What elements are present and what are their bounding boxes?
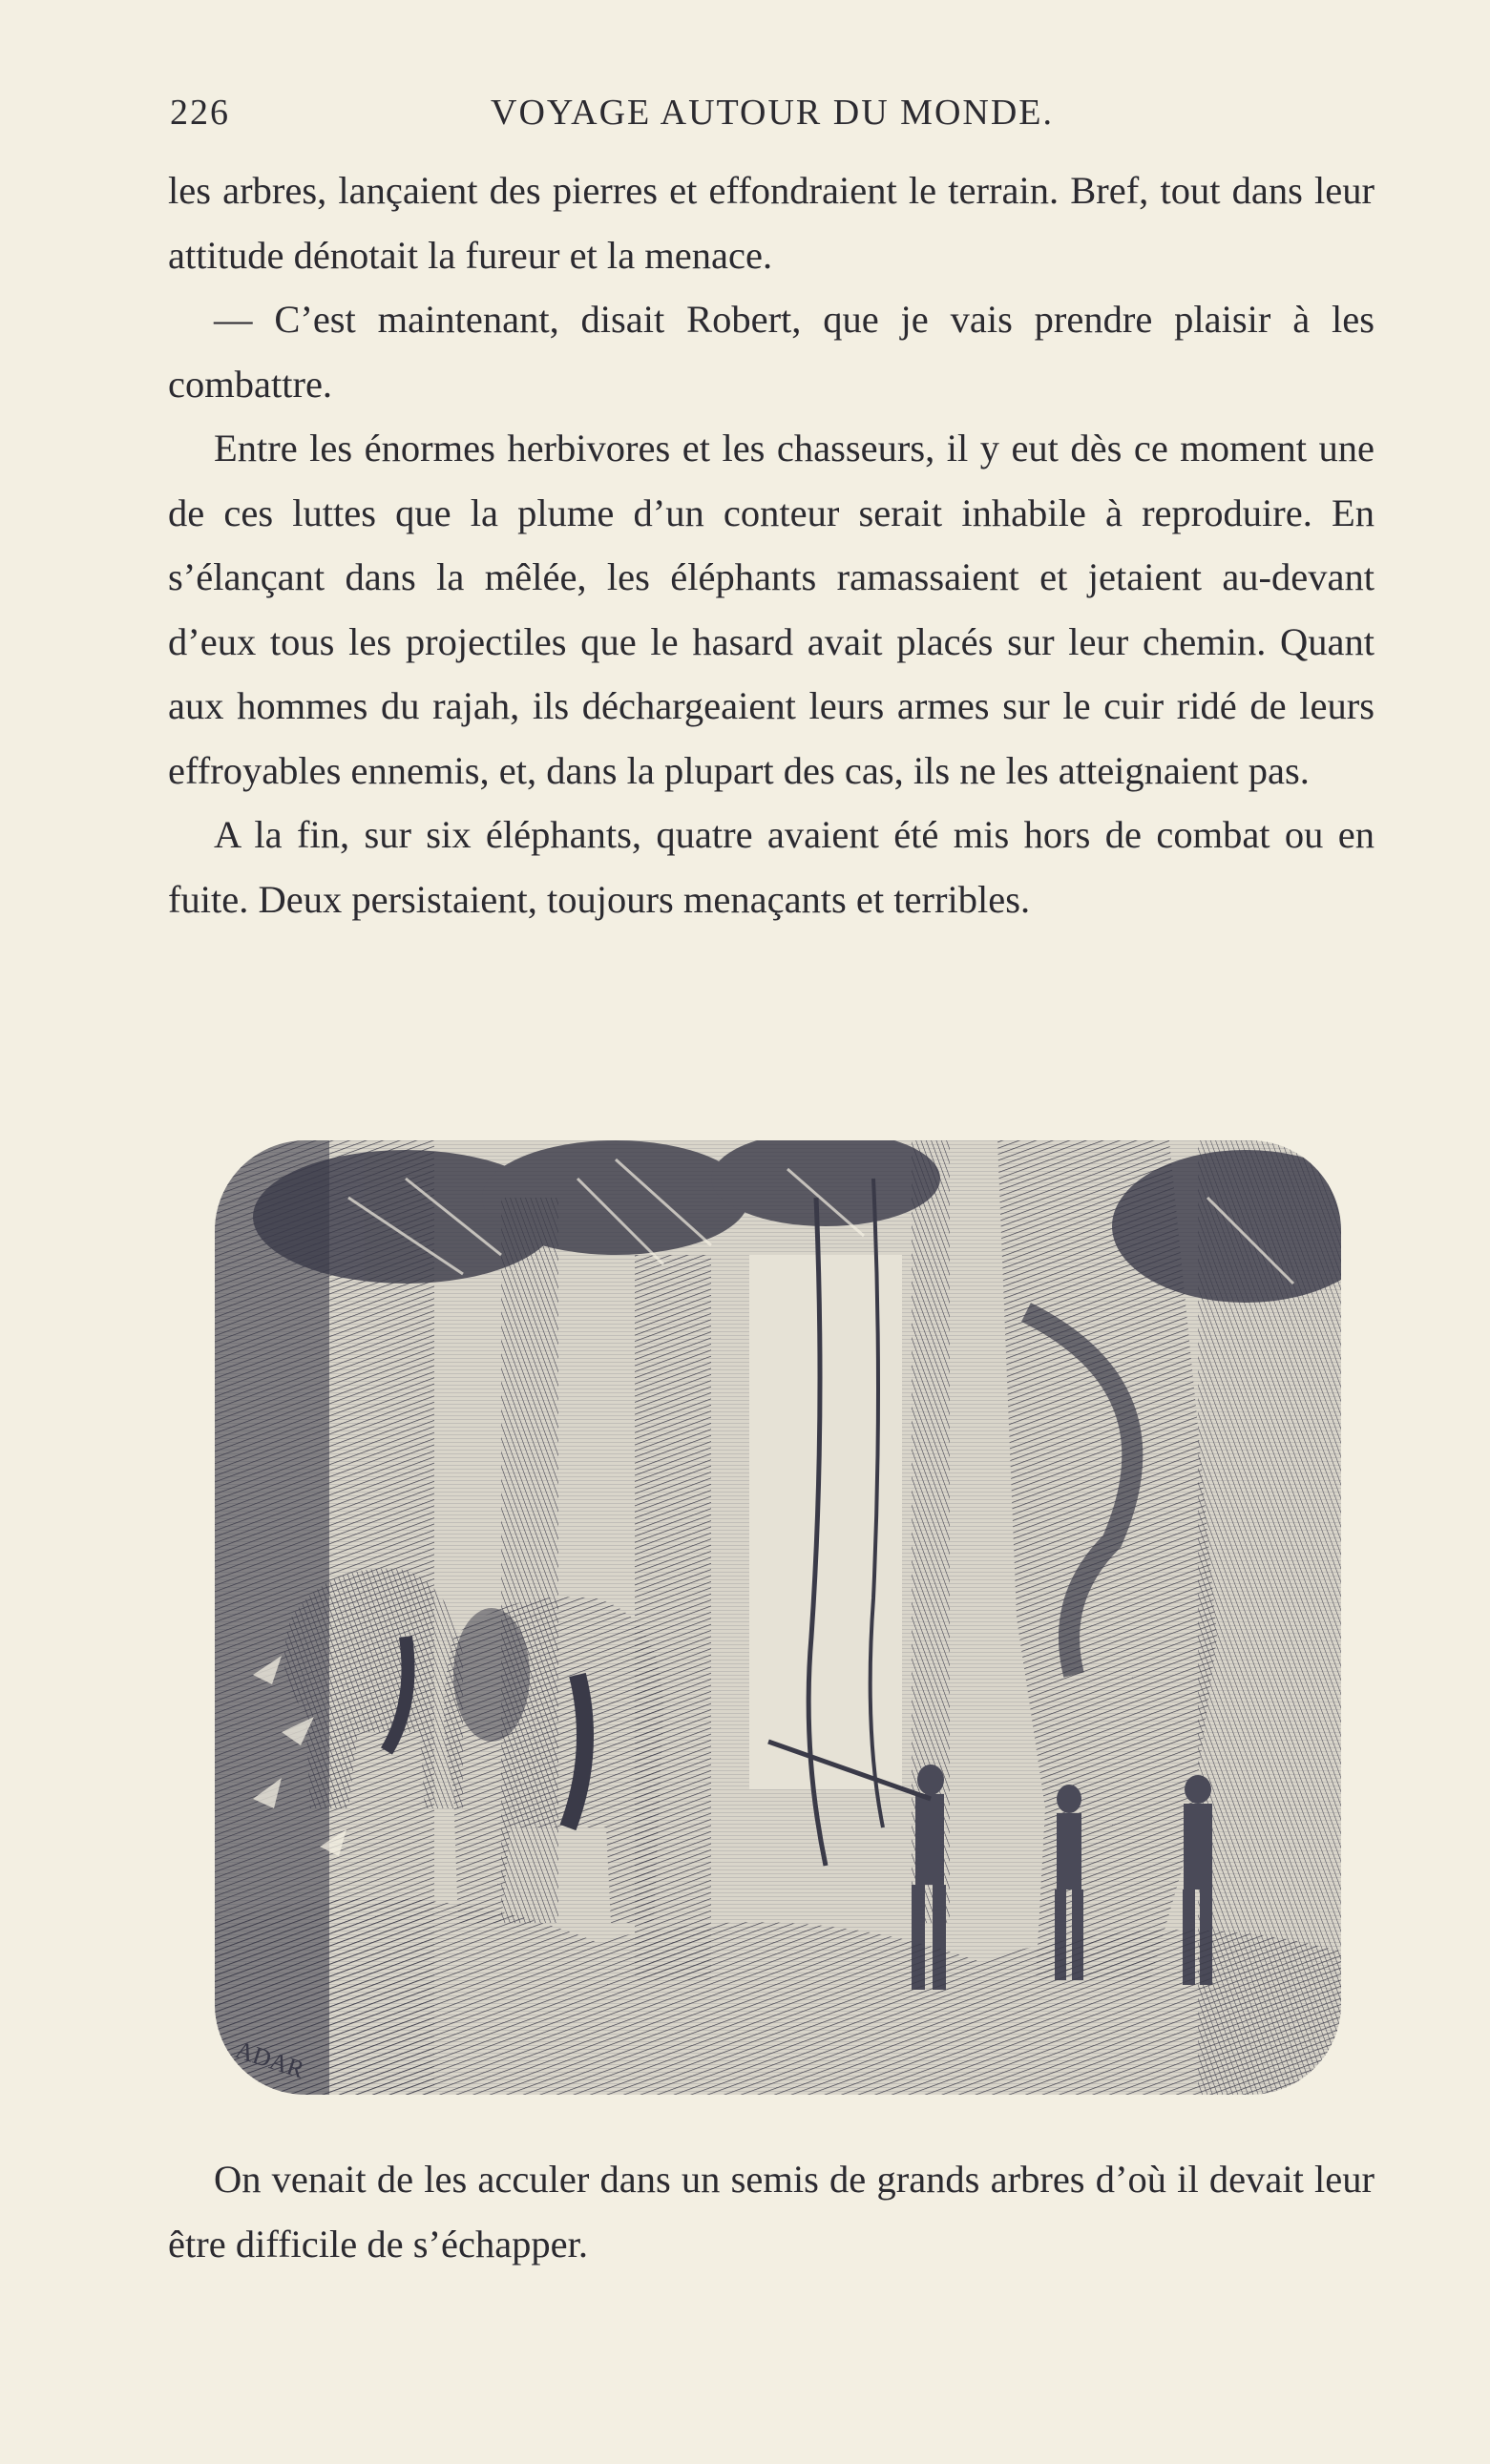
figure-caption [168, 2147, 1375, 2276]
paragraph-4: A la fin, sur six éléphants, quatre avaient été mis hors de combat ou en fuite. Deux persistaient, toujours menaçants et terribles. [168, 813, 1375, 921]
page-number: 226 [170, 93, 230, 133]
caption-text: On venait de les acculer dans un semis de grands arbres d’où il devait leur être difficile de s’échapper. [168, 2158, 1375, 2266]
running-title: VOYAGE AUTOUR DU MONDE. [491, 93, 1054, 133]
paragraph-2: — C’est maintenant, disait Robert, que je vais prendre plaisir à les combattre. [168, 298, 1375, 406]
page-header [170, 92, 1375, 139]
body-text [168, 158, 1375, 931]
paragraph-1: les arbres, lançaient des pierres et effondraient le terrain. Bref, tout dans leur attitude dénotait la fureur et la menace. [168, 169, 1375, 277]
paragraph-3: Entre les énormes herbivores et les chasseurs, il y eut dès ce moment une de ces luttes que la plume d’un conteur serait inhabile à reproduire. En s’élançant dans la mêlée, les éléphants ramassaient et jetaient au-devant d’eux tous les projectiles que le hasard avait placés sur leur chemin. Quant aux hommes du rajah, ils déchargeaient leurs armes sur le cuir ridé de leurs effroyables ennemis, et, dans la plupart des cas, ils ne les atteignaient pas. [168, 427, 1375, 792]
jungle-elephant-hunt-engraving [215, 1140, 1341, 2095]
engraving-illustration [215, 1140, 1341, 2095]
engraver-signature: ADAR [232, 2036, 308, 2084]
